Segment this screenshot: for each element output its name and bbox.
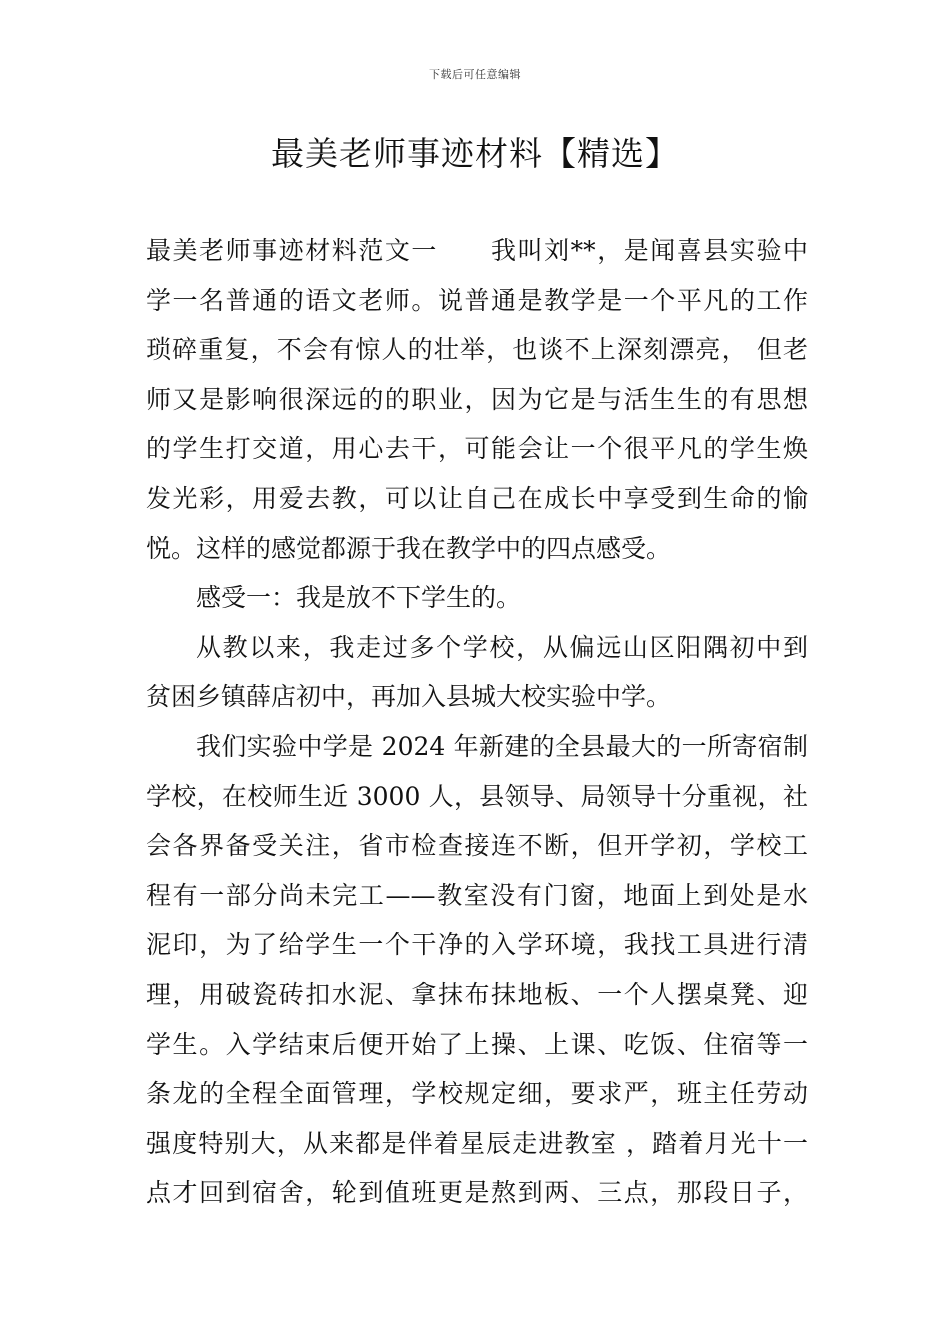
- text-line: 我们实验中学是 2024 年新建的全县最大的一所寄宿制: [196, 731, 808, 761]
- text-line: 的学生打交道，用心去干，可能会让一个很平凡的学生焕: [146, 434, 808, 464]
- text-line: 琐碎重复，不会有惊人的壮举，也谈不上深刻漂亮， 但老: [146, 335, 808, 365]
- text-line: 理，用破瓷砖扣水泥、拿抹布抹地板、一个人摆桌凳、迎: [146, 979, 808, 1009]
- text-line: 学生。入学结束后便开始了上操、上课、吃饭、住宿等一: [146, 1029, 808, 1059]
- text-line: 从教以来，我走过多个学校，从偏远山区阳隅初中到: [196, 632, 808, 662]
- document-title: 最美老师事迹材料【精选】: [271, 134, 679, 173]
- text-line: 发光彩，用爱去教，可以让自己在成长中享受到生命的愉: [146, 483, 808, 513]
- text-line: 会各界备受关注，省市检查接连不断，但开学初，学校工: [146, 831, 808, 861]
- text-line: 师又是影响很深远的的职业，因为它是与活生生的有思想: [146, 384, 808, 414]
- text-line: 感受一：我是放不下学生的。: [196, 583, 522, 613]
- text-line: 程有一部分尚未完工——教室没有门窗，地面上到处是水: [146, 880, 808, 910]
- text-line: 悦。这样的感觉都源于我在教学中的四点感受。: [146, 533, 672, 563]
- text-line: 强度特别大，从来都是伴着星辰走进教室 ，踏着月光十一: [146, 1128, 808, 1158]
- body-text: [146, 226, 808, 1218]
- text-line: 条龙的全程全面管理，学校规定细，要求严，班主任劳动: [146, 1079, 808, 1109]
- text-line: 最美老师事迹材料范文一 我叫刘**，是闻喜县实验中: [146, 236, 808, 265]
- text-line: 学一名普通的语文老师。说普通是教学是一个平凡的工作: [146, 285, 808, 315]
- text-line: 点才回到宿舍，轮到值班更是熬到两、三点，那段日子，: [146, 1178, 808, 1208]
- text-line: 泥印，为了给学生一个干净的入学环境，我找工具进行清: [146, 930, 808, 960]
- text-line: 学校，在校师生近 3000 人，县领导、局领导十分重视，社: [146, 781, 808, 811]
- header-note: 下载后可任意编辑: [429, 68, 521, 81]
- text-line: 贫困乡镇薛店初中，再加入县城大校实验中学。: [146, 682, 672, 712]
